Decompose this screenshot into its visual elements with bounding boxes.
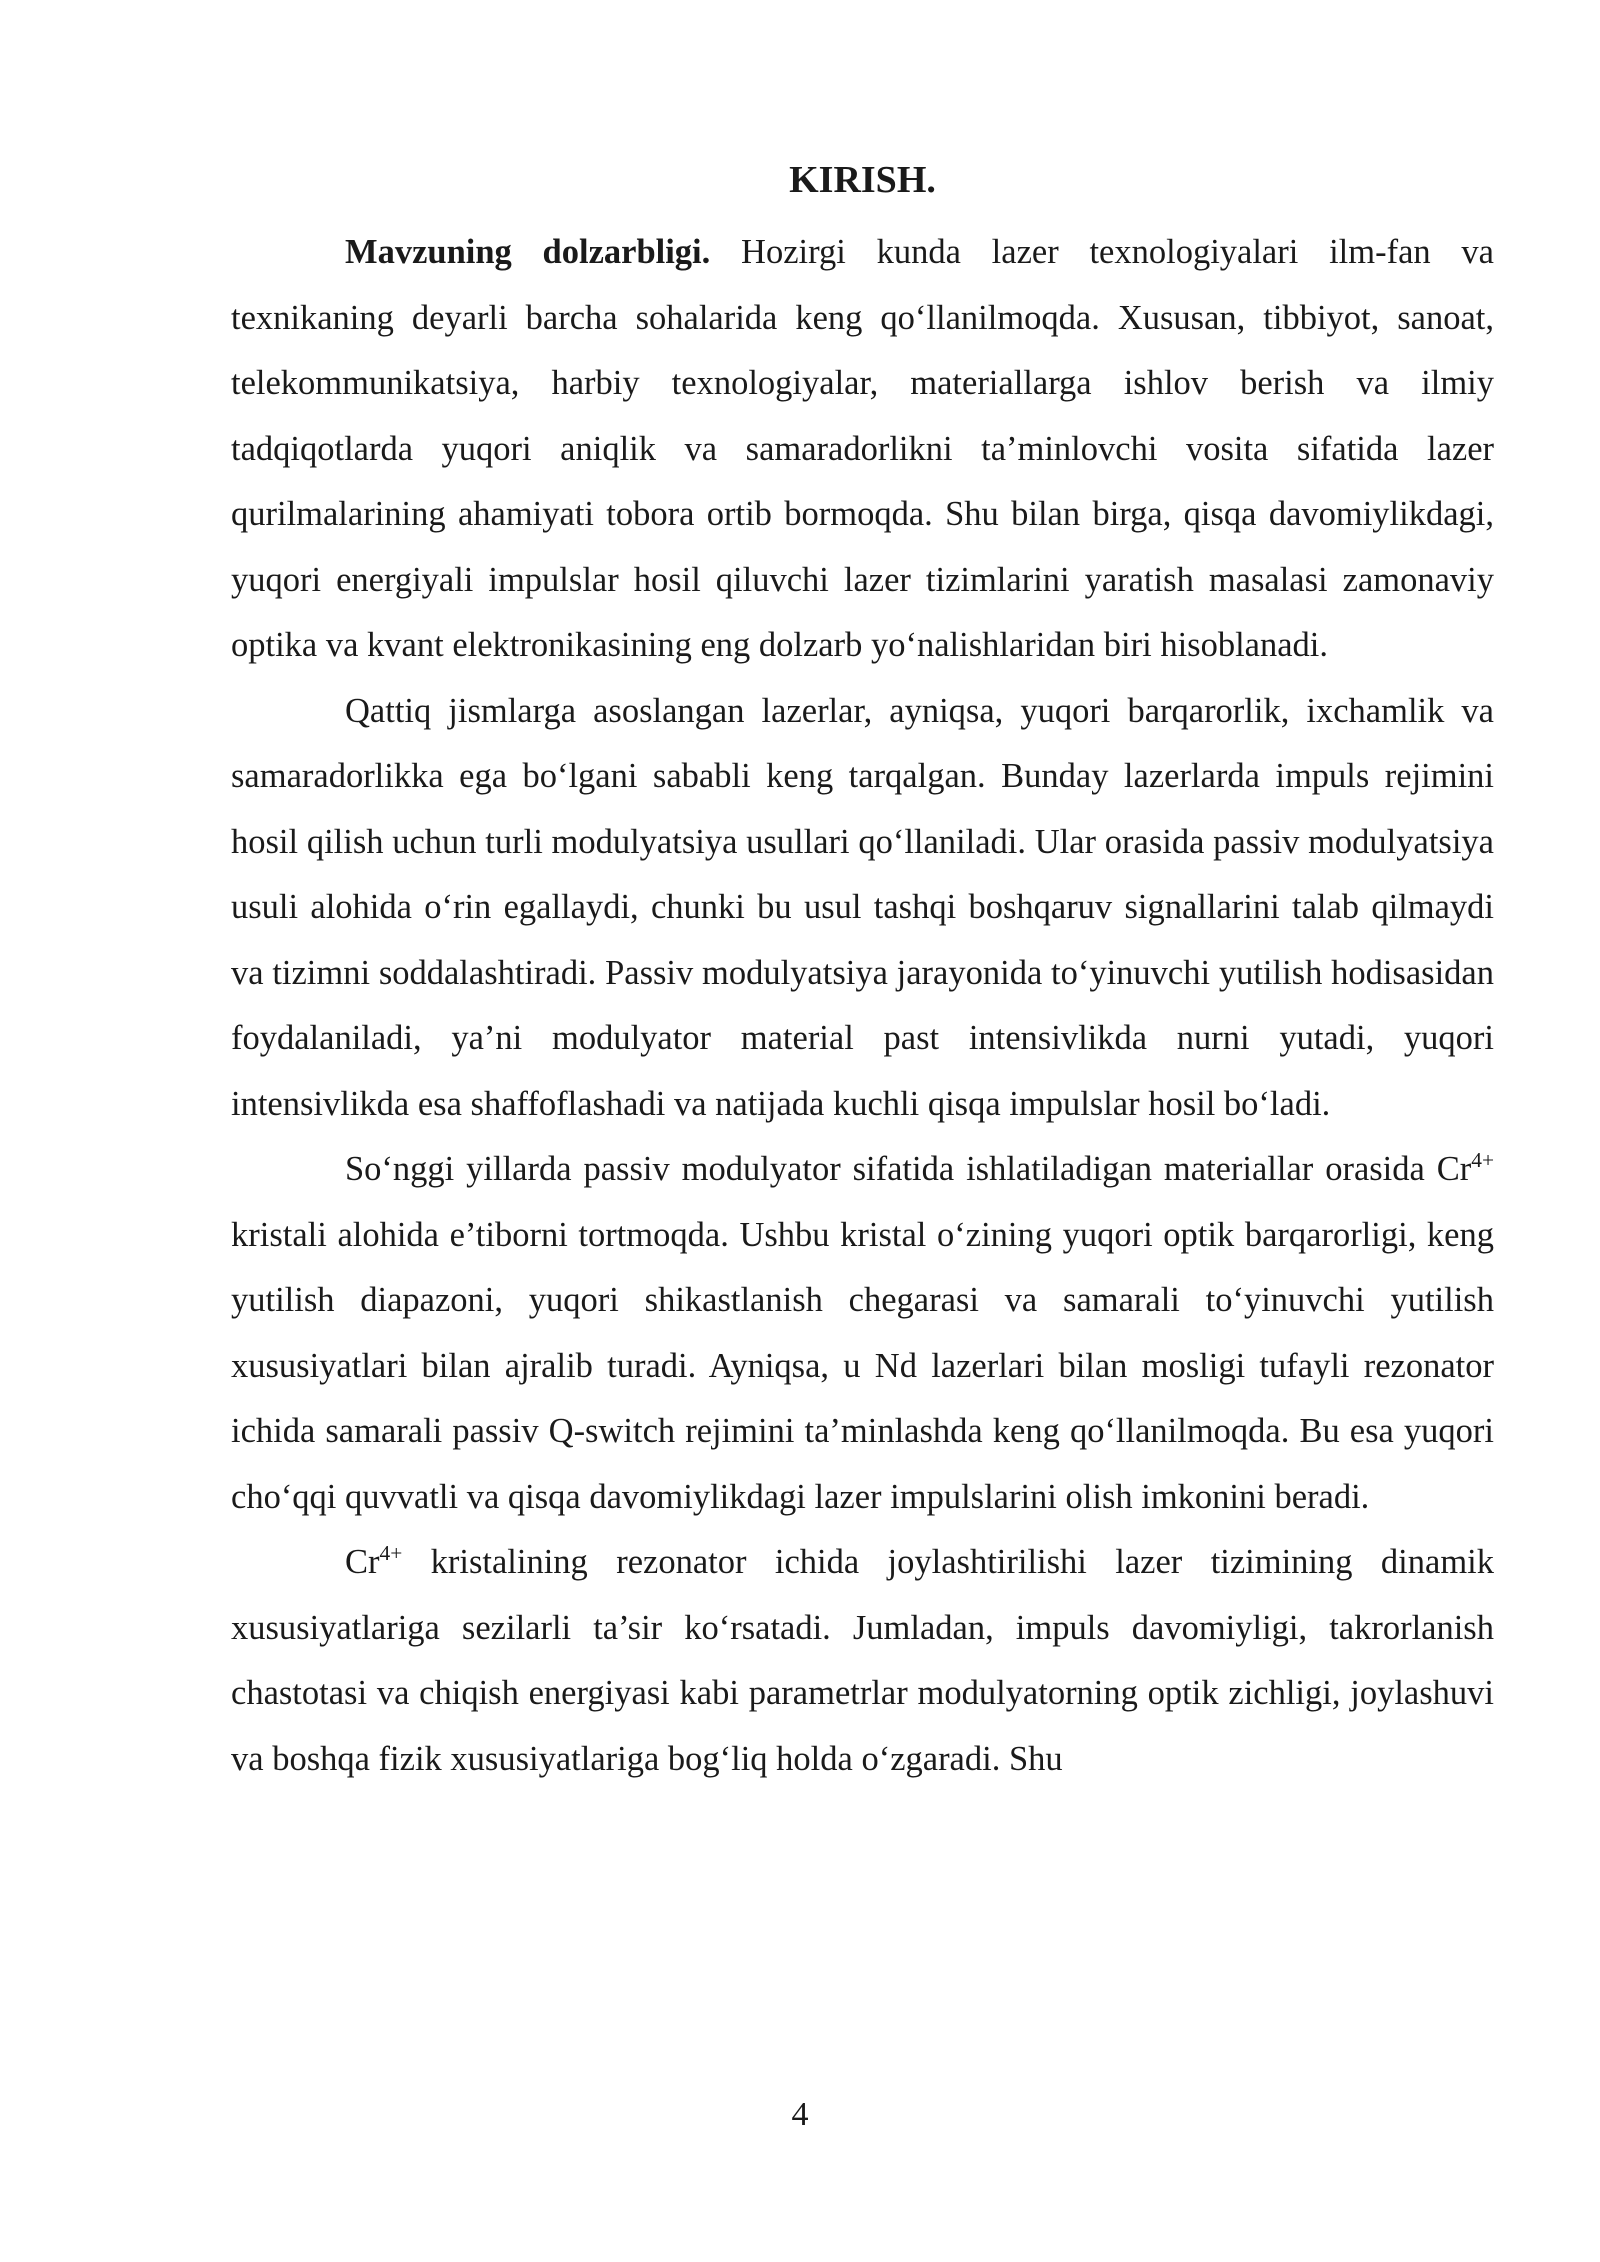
paragraph-text: Hozirgi kunda lazer texnologiyalari ilm-fan va texnikaning deyarli barcha sohalarida keng qo‘llanilmoqda. Xususan, tibbiyot, sanoat, telekommunikatsiya, harbiy texnologiyalar, materiallarga ishlov berish va ilmiy tadqiqotlarda yuqori aniqlik va samaradorlikni ta’minlovchi vosita sifatida lazer qurilmalarining ahamiyati tobora ortib bormoqda. Shu bilan birga, qisqa davomiylikdagi, yuqori energiyali impulslar hosil qiluvchi lazer tizimlarini yaratish masalasi zamonaviy optika va kvant elektronikasining eng dolzarb yo‘nalishlaridan biri hisoblanadi. [231,233,1494,664]
paragraph-lead: Mavzuning dolzarbligi. [345,233,711,271]
page-number: 4 [791,2096,809,2133]
paragraph-cr-placement [231,1530,1494,1792]
paragraph-text: So‘nggi yillarda passiv modulyator sifatida ishlatiladigan materiallar orasida Cr [345,1150,1472,1188]
superscript-charge: 4+ [379,1541,403,1566]
paragraph-solid-state-lasers [231,679,1494,1138]
page-title: KIRISH. [789,159,936,201]
paragraph-cr-crystal [231,1137,1494,1530]
superscript-charge: 4+ [1471,1148,1494,1173]
paragraph-relevance [231,220,1494,679]
page-content [231,150,1494,1792]
paragraph-text: Qattiq jismlarga asoslangan lazerlar, ayniqsa, yuqori barqarorlik, ixchamlik va samaradorlikka ega bo‘lgani sababli keng tarqalgan. Bunday lazerlarda impuls rejimini hosil qilish uchun turli modulyatsiya usullari qo‘llaniladi. Ular orasida passiv modulyatsiya usuli alohida o‘rin egallaydi, chunki bu usul tashqi boshqaruv signallarini talab qilmaydi va tizimni soddalashtiradi. Passiv modulyatsiya jarayonida to‘yinuvchi yutilish hodisasidan foydalaniladi, ya’ni modulyator material past intensivlikda nurni yutadi, yuqori intensivlikda esa shaffoflashadi va natijada kuchli qisqa impulslar hosil bo‘ladi. [231,691,1494,1123]
paragraph-text: kristalining rezonator ichida joylashtirilishi lazer tizimining dinamik xususiyatlariga sezilarli ta’sir ko‘rsatadi. Jumladan, impuls davomiyligi, takrorlanish chastotasi va chiqish energiyasi kabi parametrlar modulyatorning optik zichligi, joylashuvi va boshqa fizik xususiyatlariga bog‘liq holda o‘zgaradi. Shu [231,1543,1494,1778]
paragraph-text: Cr [345,1543,380,1581]
paragraph-text: kristali alohida e’tiborni tortmoqda. Ushbu kristal o‘zining yuqori optik barqarorligi, keng yutilish diapazoni, yuqori shikastlanish chegarasi va samarali to‘yinuvchi yutilish xususiyatlari bilan ajralib turadi. Ayniqsa, u Nd lazerlari bilan mosligi tufayli rezonator ichida samarali passiv Q-switch rejimini ta’minlashda keng qo‘llanilmoqda. Bu esa yuqori cho‘qqi quvvatli va qisqa davomiylikdagi lazer impulslarini olish imkonini beradi. [231,1215,1494,1516]
